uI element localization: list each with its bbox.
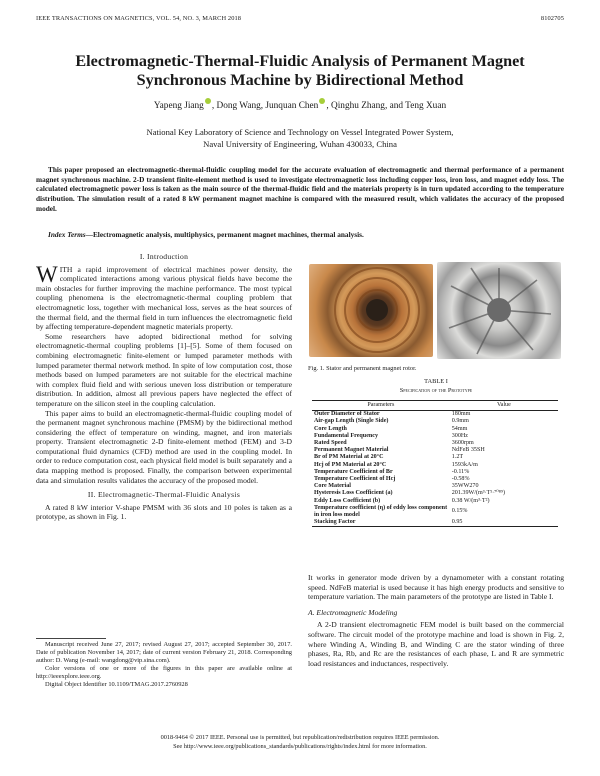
rotor-photo [437,262,561,359]
orcid-icon[interactable] [319,98,325,104]
table-row [312,519,558,527]
table-cell-value: 300Hz [451,432,468,439]
affiliation [40,127,560,150]
affiliation-line: Naval University of Engineering, Wuhan 430033, China [203,138,397,149]
table-cell-parameter: Air-gap Length (Single Side) [314,418,389,425]
left-column [36,252,292,522]
author-name: Yapeng Jiang [153,101,204,112]
table-row [312,498,558,505]
table-row [312,490,558,497]
table-cell-value: 1593kA/m [451,461,478,468]
table-row [312,440,558,447]
table-cell-value: 0.15% [451,508,468,515]
table-cell-value: 35WW270 [451,483,479,490]
affiliation-line: National Key Laboratory of Science and Technology on Vessel Integrated Power System, [146,127,454,137]
index-terms [36,230,564,240]
table-cell-parameter: Stacking Factor [312,519,450,527]
table-row [312,476,558,483]
section-heading: II. Electromagnetic-Thermal-Fluidic Analysis [87,490,241,500]
index-terms-label: Index Terms [48,230,86,239]
footnote-text: Manuscript received June 27, 2017; revised August 27, 2017; accepted September 30, 2017. Date of publication November 14, 2017; date of current version February 21, 2018. Corresponding author: D. Wang (e-mail: wangdong@vip.sina.com). [36,641,292,664]
table-row [312,433,558,440]
table-caption: Specification of the Prototype [399,386,473,394]
table-cell-value: 3600rpm [451,440,474,447]
paragraph: Some researchers have adopted bidirectional method for solving electromagnetic-thermal coupling problems [1]–[5]. Some of them focused on combining electromagnetic finite-element or lumped parameter methods with lumped parameter thermal network method. In spite of low computation cost, those methods based on lumped parameters are not suitable for the electrical machine with complex fluid field and with serious uneven loss distribution or temperature distribution. In addition, almost all previous papers have neglected the effect of temperature on the silicon steel in the coupling calculation. [36,331,292,408]
table-cell-parameter: Eddy Loss Coefficient (b) [314,497,381,504]
section-heading: I. Introduction [139,252,189,261]
index-terms-text: —Electromagnetic analysis, multiphysics, permanent magnet machines, thermal analysis. [85,230,364,239]
table-cell-parameter: Temperature Coefficient of Br [314,468,393,475]
paragraph: This paper aims to build an electromagnetic-thermal-fluidic coupling model of the permanent magnet synchronous machine (PMSM) by the bidirectional method considering the effect of temperature on winding, magnet, and iron materials property. Transient electromagnetic 2-D finite-element method (FEM) and 3-D computational fluid dynamics (CFD) method are used in the coupling model. In order to reduce computation cost, each physical field model is built separately and a data mapping method is proposed. Finally, the comparison between experimental data and simulation results validates the accuracy of the proposed model. [36,408,292,485]
table-cell-parameter: Temperature coefficient (η) of eddy loss component in iron loss model [314,504,448,519]
table-cell-value: -0.58% [451,476,470,483]
subsection-heading: A. Electromagnetic Modeling [308,607,398,617]
paragraph-text: ITH a rapid improvement of electrical machines power density, the complicated interactions among various physical fields have become the main obstacles for further improving the machine performance. The most typical coupling phenomena is the electromagnetic-thermal coupling problem that electromagnetic loss, together with mechanical loss, serves as the heat sources of the thermal field, and the thermal field in turn influences the electromagnetic field by affecting temperature-dependent magnetic materials property. [36,264,292,332]
table-row [312,462,558,469]
table-row [312,505,558,519]
rights-link[interactable]: See http://www.ieee.org/publications_standards/publications/rights/index.html for more information. [173,742,427,750]
abstract-text: This paper proposed an electromagnetic-thermal-fluidic coupling model for the accurate evaluation of electromagnetic and thermal performance of a permanent magnet synchronous machine. 2-D transient finite-element method is used to investigate electromagnetic loss including copper loss, iron loss, and magnet eddy loss. The calculated electromagnetic power loss is taken as the main source of the thermal-fluidic field and the materials property is in turn updated according to the temperature distribution. The simulation result of a rated 8 kW permanent magnet machine is compared with the measured result, which validates the accuracy of the proposed model. [36,165,564,213]
right-column [308,573,564,668]
article-number: 8102705 [540,15,564,22]
paragraph [36,261,292,332]
table-cell-parameter: Core Length [314,425,347,432]
table-cell-parameter: Core Material [314,483,351,490]
table-cell-parameter: Outer Diameter of Stator [314,411,380,418]
table-row [312,418,558,425]
table-cell-parameter: Rated Speed [314,440,347,447]
paragraph: It works in generator mode driven by a dynamometer with a constant rotating speed. NdFeB material is used because it has high energy products and sensitive to temperature variation. The main parameters of the prototype are listed in Table I. [308,573,564,602]
table-cell-value: -0.11% [451,468,470,475]
footnote-text: Color versions of one or more of the figures in this paper are available online at http://ieeexplore.ieee.org. [36,665,292,680]
table-cell-parameter: Fundamental Frequency [314,432,379,439]
author-name: , Dong Wang, Junquan Chen [211,101,319,112]
paper-title: Electromagnetic-Thermal-Fluidic Analysis of Permanent Magnet Synchronous Machine by Bidirectional Method [75,52,525,89]
author-list [40,98,560,111]
footnote-rule [36,638,106,639]
drop-cap: W [36,261,58,287]
table-row [312,469,558,476]
footnote [36,641,292,689]
table-cell-parameter: Temperature Coefficient of Hcj [314,476,396,483]
spec-table [312,400,558,527]
table-row [312,426,558,433]
table-cell-value: 180mm [451,411,471,418]
table-cell-value: NdFeB 35SH [451,447,485,454]
paragraph: A rated 8 kW interior V-shape PMSM with 36 slots and 10 poles is taken as a prototype, as shown in Fig. 1. [36,502,292,522]
table-header: Parameters [312,401,450,411]
table-cell-value: 201.39W/(m³·T¹·⁷⁰⁸⁹) [451,490,506,497]
copyright-line: 0018-9464 © 2017 IEEE. Personal use is permitted, but republication/redistribution requires IEEE permission. [160,734,440,741]
paragraph: A 2-D transient electromagnetic FEM model is built based on the commercial software. The circuit model of the prototype machine and load is shown in Fig. 2, where Winding A, Winding B, and Winding C are the stator winding of three phases, Ra, Rb, and Rc are the resistances of each phase, L and R are symmetric load resistances and inductances, respectively. [308,620,564,668]
table-cell-parameter: Hysteresis Loss Coefficient (a) [314,490,393,497]
orcid-icon[interactable] [205,98,211,104]
table-title [308,378,564,395]
table-cell-value: 0.38 W/(m³·T²) [451,497,490,504]
table-cell-value: 54mm [451,425,468,432]
figure-caption: Fig. 1. Stator and permanent magnet rotor. [308,365,417,372]
table-number: TABLE I [424,378,448,385]
copyright-footer [36,734,564,751]
abstract [36,165,564,214]
table-header: Value [450,401,558,411]
table-row [312,454,558,461]
journal-name: IEEE TRANSACTIONS ON MAGNETICS, VOL. 54, NO. 3, MARCH 2018 [36,15,242,22]
table-cell-value: 0.95 [450,519,558,527]
table-cell-parameter: Permanent Magnet Material [314,447,389,454]
table-cell-value: 1.2T [451,454,464,461]
table-cell-parameter: Br of PM Material at 20°C [314,454,384,461]
running-header [36,15,564,22]
table-cell-value: 0.9mm [451,418,469,425]
table-cell-parameter: Hcj of PM Material at 20°C [314,461,387,468]
author-name: , Qinghu Zhang, and Teng Xuan [326,101,447,112]
doi[interactable]: Digital Object Identifier 10.1109/TMAG.2017.2760928 [45,681,188,688]
stator-photo [309,264,433,357]
